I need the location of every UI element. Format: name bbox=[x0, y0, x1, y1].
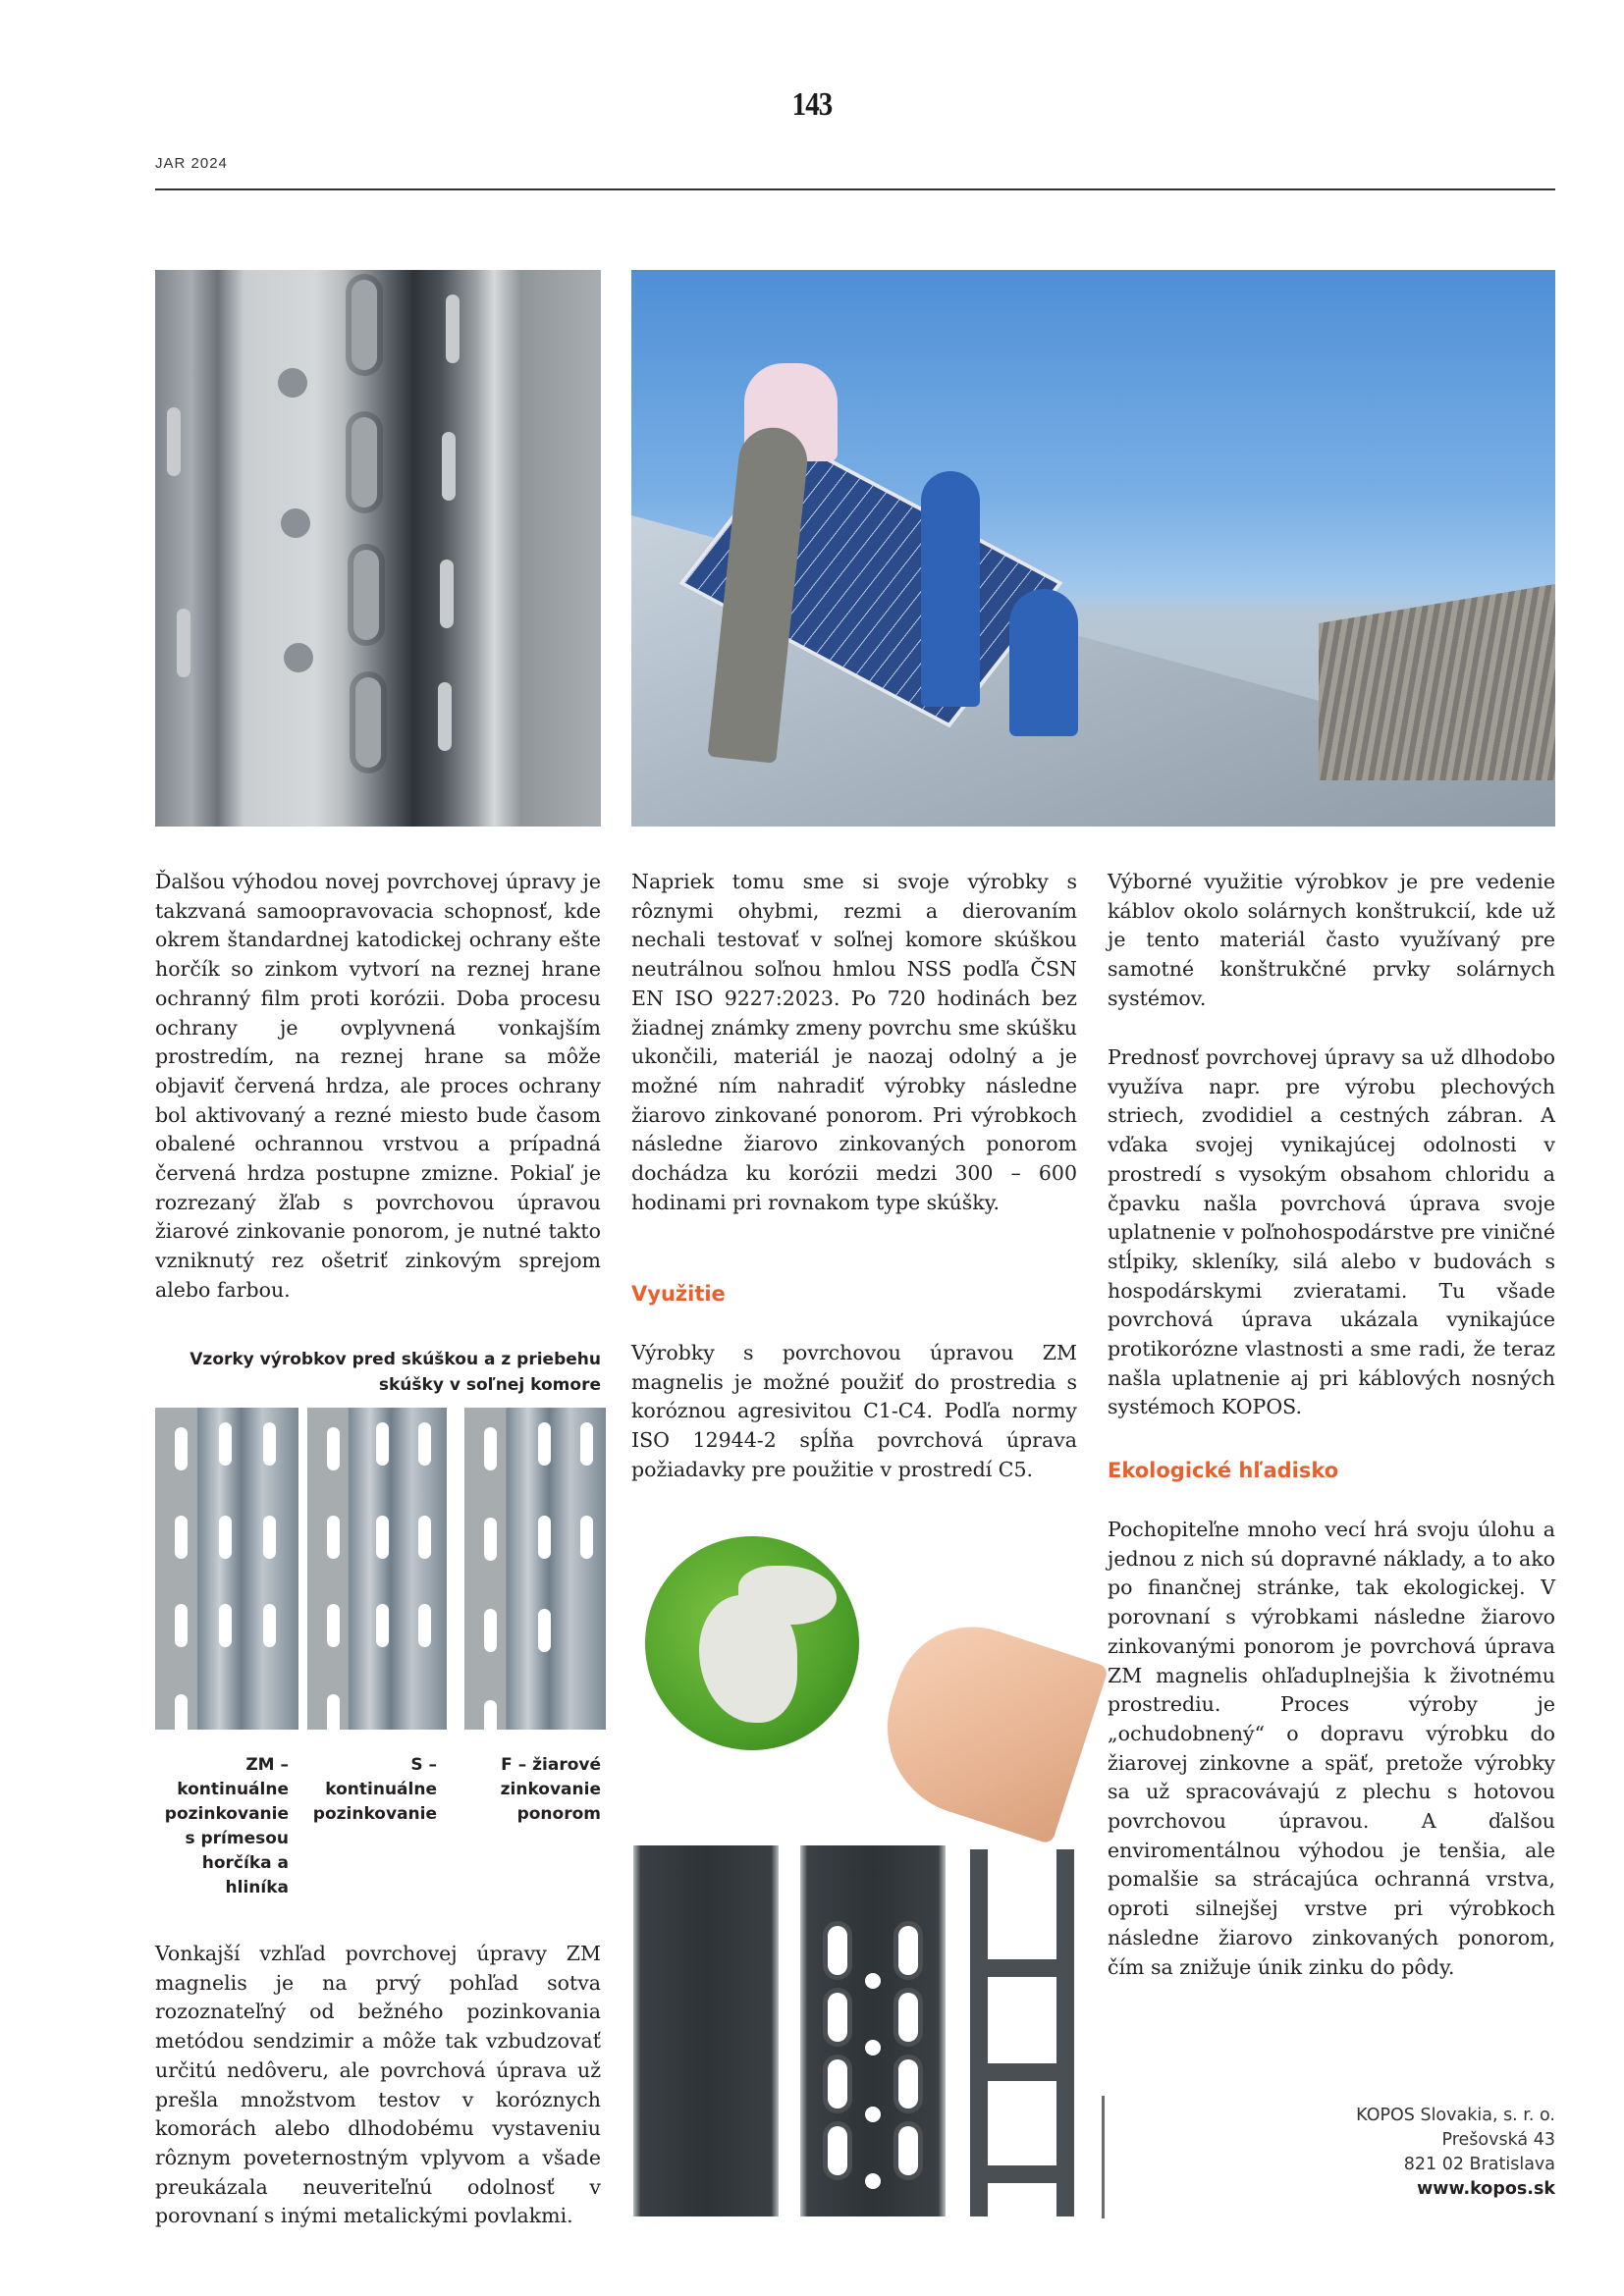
tray-closeup-photo bbox=[155, 270, 601, 827]
paragraph: Napriek tomu sme si svoje výrobky s rôznymi ohybmi, rezmi a dierovaním nechali testovať v soľnej komore skúškou neutrálnou soľnou hmlou NSS podľa ČSN EN ISO 9227:2023. Po 720 hodinách bez žiadnej známky zmeny povrchu sme skúšku ukončili, materiál je naozaj odolný a je možné ním nahradiť výrobky následne žiarovo zinkované ponorom. Pri výrobkoch následne žiarovo zinkovaných ponorom dochádza ku korózii medzi 300 – 600 hodinami pri rovnakom type skúšky. bbox=[631, 870, 1077, 1214]
paragraph: Prednosť povrchovej úpravy sa už dlhodobo využíva napr. pre výrobu plechových striech, zvodidiel a cestných zábran. A vďaka svojej vynikajúcej odolnosti v prostredí s vysokým obsahom chloridu a čpavku našla povrchová úprava svoje uplatnenie v poľnohospodárstve pre viničné stĺpiky, skleníky, silá alebo v budovách s hospodárskymi zvieratami. Tu všade povrchová úprava ukázala vynikajúce protikorózne vlastnosti a sme radi, že teraz našla uplatnenie aj pri káblových nosných systémoch KOPOS. bbox=[1108, 1045, 1555, 1419]
salt-chamber-samples-photo bbox=[155, 1408, 601, 1732]
paragraph: Pochopiteľne mnoho vecí hrá svoju úlohu a jednou z nich sú dopravné náklady, a to ako po finančnej stránke, tak ekologickej. V porovnaní s výrobkami následne žiarovo zinkovanými ponorom je povrchová úprava ZM magnelis ohľaduplnejšia k životnému prostrediu. Proces výroby je „ochudobnený“ o dopravu výrobku do žiarovej zinkovne a späť, pretože výrobky sa už spracovávajú z plechu s hotovou povrchovou úpravou. A ďalšou enviromentálnou výhodou je tenšia, ale pomalšie sa strácajúca ochranná vrstva, oproti silnejšej vrstve pri výrobkoch následne žiarovo zinkovaných ponorom, čím sa znižuje únik zinku do pôdy. bbox=[1108, 1518, 1555, 1979]
hole bbox=[278, 368, 307, 398]
page-number: 143 bbox=[791, 86, 833, 123]
slot bbox=[442, 432, 456, 501]
issue-label: JAR 2024 bbox=[155, 155, 228, 172]
company-city: 821 02 Bratislava bbox=[1403, 2155, 1555, 2174]
section-heading-ekologicke: Ekologické hľadisko bbox=[1108, 1459, 1339, 1482]
column-2-paragraph-1 bbox=[631, 868, 1077, 1217]
samples-figure-title: Vzorky výrobkov pred skúškou a z priebehu skúšky v soľnej komore bbox=[189, 1350, 601, 1395]
slot bbox=[446, 294, 460, 363]
company-address bbox=[1110, 2104, 1555, 2202]
continent-europe bbox=[738, 1566, 837, 1625]
slot bbox=[355, 677, 381, 768]
column-1-paragraph-2 bbox=[155, 1940, 601, 2231]
slot bbox=[353, 550, 379, 640]
worker-overalls bbox=[1009, 589, 1078, 736]
paragraph: Výborné využitie výrobkov je pre vedenie káblov okolo solárnych konštrukcií, kde už je tento materiál často využívaný pre samotné konštrukčné prvky solárnych systémov. bbox=[1108, 870, 1555, 1010]
solar-installation-photo bbox=[631, 270, 1555, 827]
paragraph: Ďalšou výhodou novej povrchovej úpravy je takzvaná samoopravovacia schopnosť, kde okrem štandardnej katodickej ochrany ešte horčík so zinkom vytvorí na reznej hrane ochranný film proti korózii. Doba procesu ochrany je ovplyvnená vonkajším prostredím, na reznej hrane sa môže objaviť červená hrdza, ale proces ochrany bol aktivovaný a rezné miesto bude časom obalené ochrannou vrstvou a prípadná červená hrdza postupne zmizne. Pokiaľ je rozrezaný žľab s povrchovou úpravou žiarové zinkovanie ponorom, je nutné takto vzniknutý rez ošetriť zinkovým sprejom alebo farbou. bbox=[155, 870, 601, 1302]
sample-f bbox=[464, 1408, 606, 1730]
slot bbox=[352, 417, 377, 507]
green-globe-photo bbox=[631, 1517, 1064, 1831]
company-name: KOPOS Slovakia, s. r. o. bbox=[1356, 2106, 1555, 2125]
hole bbox=[281, 508, 310, 538]
column-3-paragraph-1 bbox=[1108, 868, 1555, 1014]
section-heading-vyuzitie: Využitie bbox=[631, 1282, 726, 1306]
sample-caption-zm: ZM – kontinuálne pozinkovanie s prímesou horčíka a hliníka bbox=[164, 1755, 289, 1897]
perforated-cable-tray bbox=[800, 1845, 946, 2216]
paragraph: Výrobky s povrchovou úpravou ZM magnelis je možné použiť do prostredia s koróznou agresivitou C1-C4. Podľa normy ISO 12944-2 spĺňa povrchová úprava požiadavky pre použitie v prostredí C5. bbox=[631, 1341, 1077, 1481]
slot bbox=[177, 609, 190, 677]
slot bbox=[167, 407, 181, 476]
corrugated-roof bbox=[1319, 584, 1555, 780]
cable-ladder bbox=[970, 1849, 1078, 2216]
cable-tray-products-photo bbox=[631, 1845, 1064, 2218]
hand bbox=[865, 1607, 1110, 1845]
worker-overalls bbox=[921, 471, 980, 707]
company-street: Prešovská 43 bbox=[1441, 2130, 1555, 2150]
address-divider bbox=[1102, 2096, 1105, 2218]
slot bbox=[438, 682, 452, 751]
column-3-paragraph-3 bbox=[1108, 1516, 1555, 1982]
company-website-link[interactable]: www.kopos.sk bbox=[1417, 2179, 1555, 2199]
slot bbox=[352, 280, 377, 370]
sample-caption-f: F – žiarové zinkovanie ponorom bbox=[500, 1755, 601, 1824]
column-3-paragraph-2 bbox=[1108, 1043, 1555, 1422]
hole bbox=[284, 643, 313, 672]
column-1-paragraph-1 bbox=[155, 868, 601, 1306]
globe bbox=[645, 1536, 859, 1750]
slot bbox=[440, 560, 454, 628]
paragraph: Vonkajší vzhľad povrchovej úpravy ZM magnelis je na prvý pohľad sotva rozoznateľný od bežného pozinkovania metódou sendzimir a môže tak vzbudzovať určitú nedôveru, ale povrchová úprava už prešla množstvom testov v koróznych komorách alebo dlhodobému vystaveniu rôznym poveternostným vplyvom a všade preukázala neuveriteľnú odolnosť v porovnaní s inými metalickými povlakmi. bbox=[155, 1942, 601, 2228]
column-2-paragraph-2 bbox=[631, 1339, 1077, 1485]
sample-s bbox=[307, 1408, 447, 1730]
sample-caption-s: S – kontinuálne pozinkovanie bbox=[312, 1755, 437, 1824]
header-divider bbox=[155, 188, 1555, 190]
sample-zm bbox=[155, 1408, 298, 1730]
solid-cable-tray bbox=[633, 1845, 779, 2216]
